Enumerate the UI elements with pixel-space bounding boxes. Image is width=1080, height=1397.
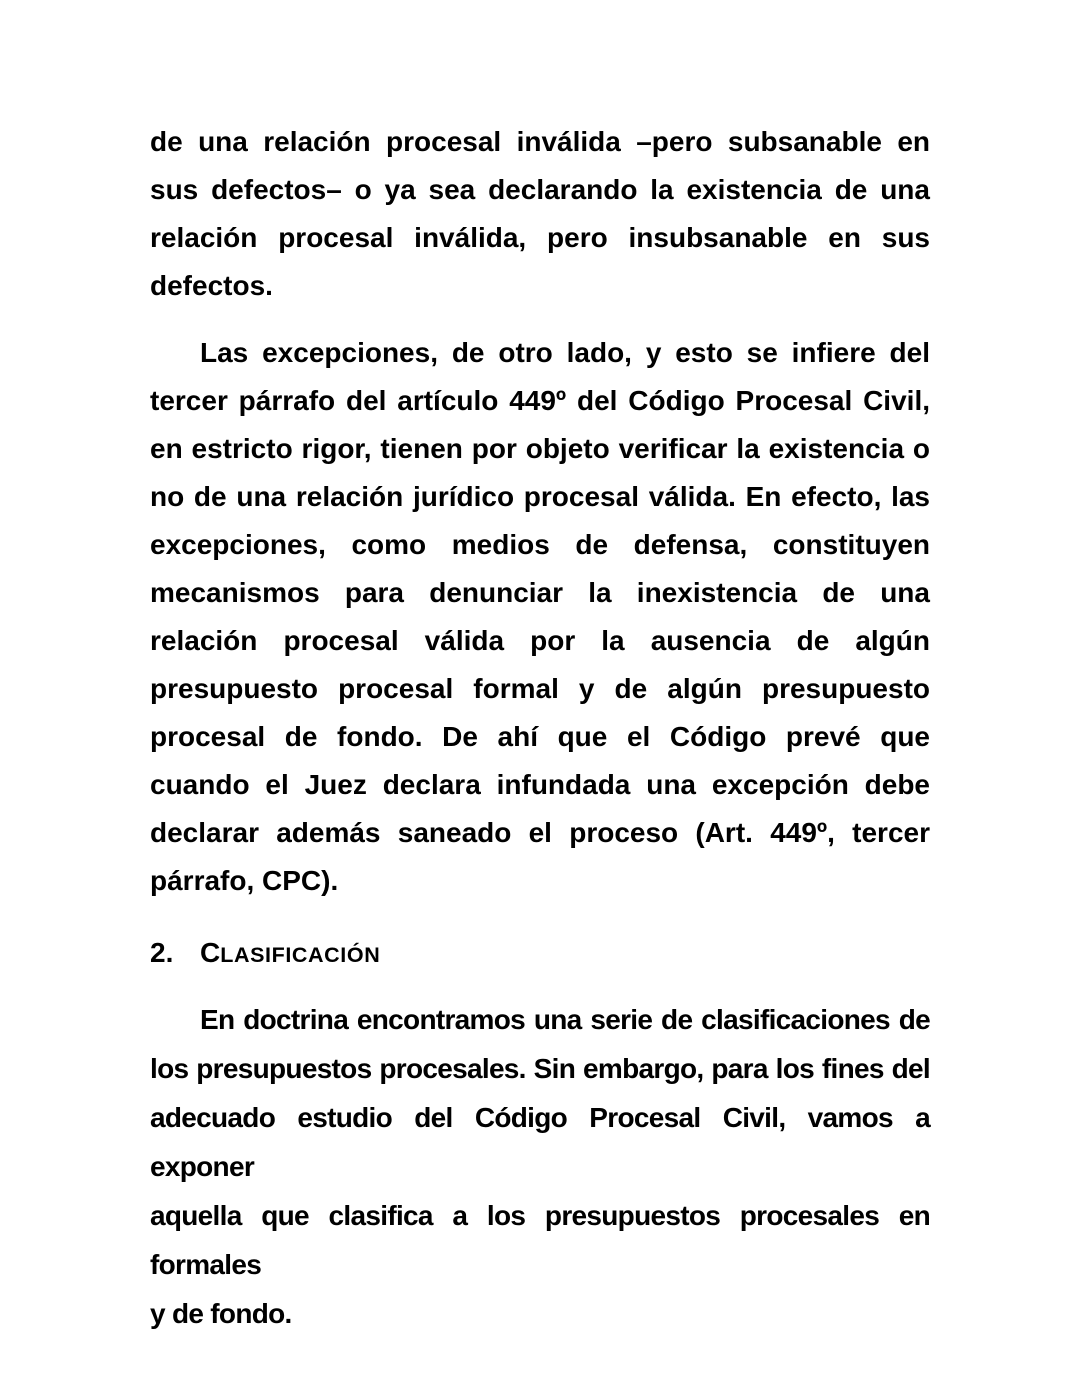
text-line: no de una relación jurídico procesal válida. En efecto, las [150, 481, 930, 512]
text-line: aquella que clasifica a los presupuestos procesales en formales [150, 1200, 930, 1280]
text-line: y de fondo. [150, 1298, 292, 1329]
text-line: presupuesto procesal formal y de algún presupuesto [150, 673, 930, 704]
text-line: declarar además saneado el proceso (Art. 449º, tercer [150, 817, 930, 848]
text-line: defectos. [150, 270, 273, 301]
paragraph-excepciones [150, 329, 930, 905]
text-line: Las excepciones, de otro lado, y esto se infiere del [200, 337, 930, 368]
paragraph-continued [150, 118, 930, 310]
text-line: excepciones, como medios de defensa, constituyen [150, 529, 930, 560]
section-title-smallcaps: LASIFICACIÓN [220, 943, 381, 967]
section-title-initial: C [200, 937, 221, 968]
text-line: relación procesal válida por la ausencia de algún [150, 625, 930, 656]
text-line: adecuado estudio del Código Procesal Civil, vamos a exponer [150, 1102, 930, 1182]
text-line: sus defectos– o ya sea declarando la existencia de una [150, 174, 930, 205]
text-line: párrafo, CPC). [150, 865, 339, 896]
text-block [150, 0, 930, 1338]
section-heading [150, 929, 930, 979]
text-line: relación procesal inválida, pero insubsanable en sus [150, 222, 930, 253]
text-line: cuando el Juez declara infundada una excepción debe [150, 769, 930, 800]
section-title [200, 937, 380, 968]
text-line: tercer párrafo del artículo 449º del Código Procesal Civil, [150, 385, 930, 416]
text-line: mecanismos para denunciar la inexistencia de una [150, 577, 930, 608]
text-line: en estricto rigor, tienen por objeto verificar la existencia o [150, 433, 930, 464]
text-line: de una relación procesal inválida –pero subsanable en [150, 126, 930, 157]
section-number: 2. [150, 937, 174, 968]
text-line: procesal de fondo. De ahí que el Código prevé que [150, 721, 930, 752]
text-line: los presupuestos procesales. Sin embargo, para los fines del [150, 1053, 930, 1084]
text-line: En doctrina encontramos una serie de clasificaciones de [200, 1004, 930, 1035]
paragraph-doctrina [150, 995, 930, 1338]
